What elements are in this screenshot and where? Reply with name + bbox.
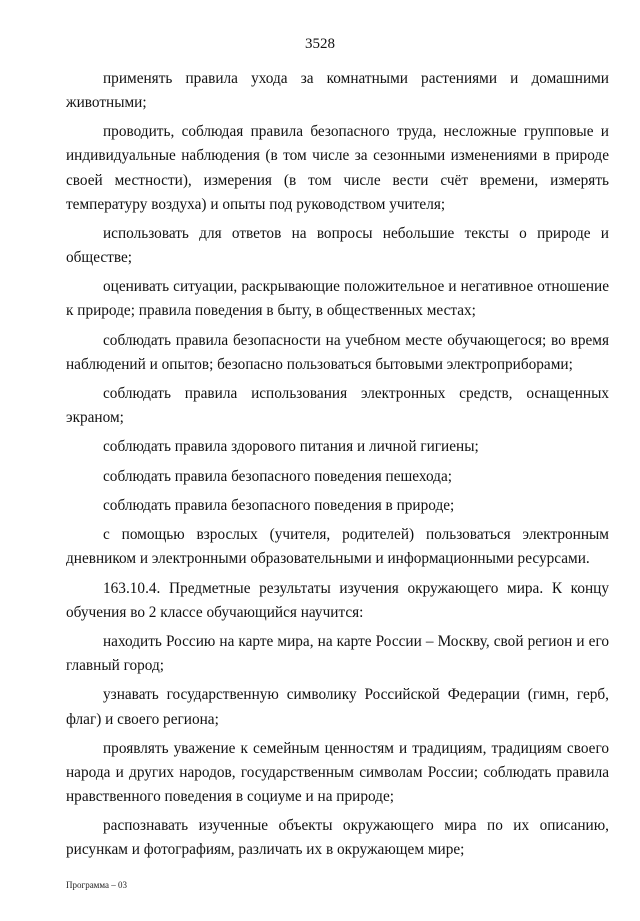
- paragraph-3: использовать для ответов на вопросы небольшие тексты о природе и обществе;: [66, 224, 609, 267]
- paragraph-12: находить Россию на карте мира, на карте России – Москву, свой регион и его главный город;: [66, 633, 609, 675]
- paragraph-8: соблюдать правила безопасного поведения пешехода;: [103, 467, 452, 485]
- page-number: 3528: [305, 36, 335, 52]
- paragraph-6: соблюдать правила использования электронных средств, оснащенных экраном;: [66, 385, 609, 427]
- paragraph-4: оценивать ситуации, раскрывающие положительное и негативное отношение к природе; правила поведения в быту, в общественных местах;: [66, 278, 609, 320]
- paragraph-5: соблюдать правила безопасности на учебном месте обучающегося; во время наблюдений и опытов; безопасно пользоваться бытовыми электроприборами;: [66, 331, 609, 373]
- section-heading-163-10-4: 163.10.4. Предметные результаты изучения окружающего мира. К концу обучения во 2 классе обучающийся научится:: [66, 579, 609, 621]
- paragraph-13: узнавать государственную символику Российской Федерации (гимн, герб, флаг) и своего региона;: [66, 686, 609, 728]
- paragraph-1: применять правила ухода за комнатными растениями и домашними животными;: [66, 70, 609, 112]
- document-body: [66, 67, 609, 868]
- paragraph-9: соблюдать правила безопасного поведения в природе;: [103, 497, 455, 514]
- paragraph-15: распознавать изученные объекты окружающего мира по их описанию, рисункам и фотографиям, различать их в окружающем мире;: [66, 817, 609, 859]
- paragraph-14: проявлять уважение к семейным ценностям и традициям, традициям своего народа и других народов, государственным символам России; соблюдать правила нравственного поведения в социуме и на природе;: [66, 739, 609, 805]
- paragraph-10: с помощью взрослых (учителя, родителей) пользоваться электронным дневником и электронными образовательными и информационными ресурсами.: [66, 526, 609, 568]
- footer-note: Программа – 03: [66, 880, 128, 890]
- paragraph-2: проводить, соблюдая правила безопасного труда, несложные групповые и индивидуальные наблюдения (в том числе за сезонными изменениями в природе своей местности), измерения (в том числе вести счёт времени, измерять температуру воздуха) и опыты под руководством учителя;: [66, 123, 609, 213]
- paragraph-7: соблюдать правила здорового питания и личной гигиены;: [103, 438, 479, 456]
